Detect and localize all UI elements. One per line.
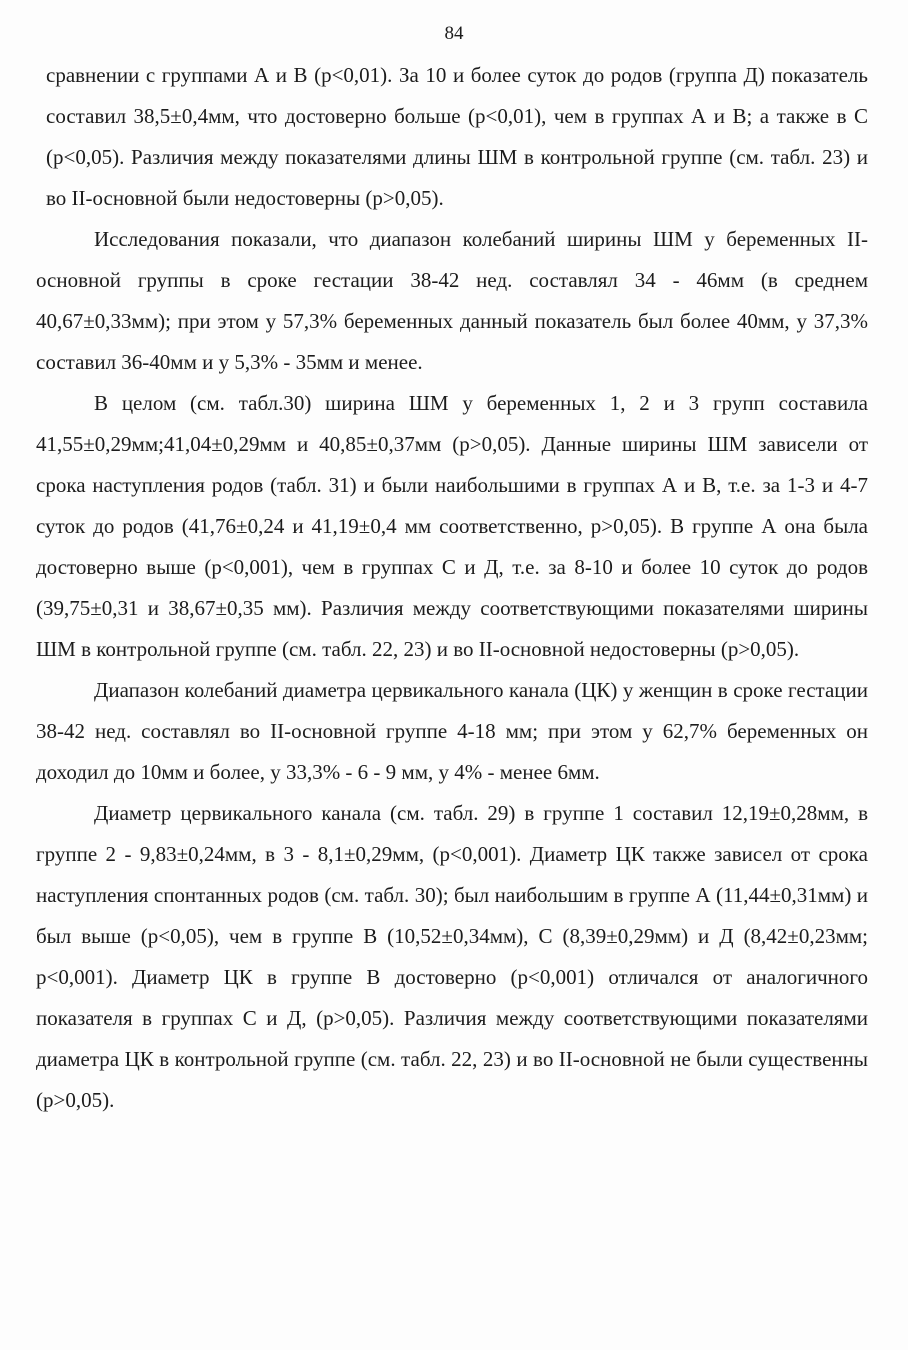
paragraph-continuation: сравнении с группами А и В (p<0,01). За 10 и более суток до родов (группа Д) показатель составил 38,5±0,4мм, что достоверно больше (p<0,01), чем в группах А и В; а также в С (p<0,05). Различия между показателями длины ШМ в контрольной группе (см. табл. 23) и во II-основной были недостоверны (p>0,05). [46,63,868,210]
paragraph-canal-diameter-groups: Диаметр цервикального канала (см. табл. 29) в группе 1 составил 12,19±0,28мм, в группе 2 - 9,83±0,24мм, в 3 - 8,1±0,29мм, (p<0,001). Диаметр ЦК также зависел от срока наступления спонтанных родов (см. табл. 30); был наибольшим в группе А (11,44±0,31мм) и был выше (p<0,05), чем в группе В (10,52±0,34мм), С (8,39±0,29мм) и Д (8,42±0,23мм; p<0,001). Диаметр ЦК в группе В достоверно (p<0,001) отличался от аналогичного показателя в группах С и Д, (p>0,05). Различия между соответствующими показателями диаметра ЦК в контрольной группе (см. табл. 22, 23) и во II-основной не были существенны (p>0,05). [36,801,868,1112]
body-text [36,55,868,1121]
page-number: 84 [444,23,464,44]
paragraph-cervix-width-groups: В целом (см. табл.30) ширина ШМ у беременных 1, 2 и 3 групп составила 41,55±0,29мм;41,04±0,29мм и 40,85±0,37мм (p>0,05). Данные ширины ШМ зависели от срока наступления родов (табл. 31) и были наибольшими в группах А и В, т.е. за 1-3 и 4-7 суток до родов (41,76±0,24 и 41,19±0,4 мм соответственно, p>0,05). В группе А она была достоверно выше (p<0,001), чем в группах С и Д, т.е. за 8-10 и более 10 суток до родов (39,75±0,31 и 38,67±0,35 мм). Различия между соответствующими показателями ширины ШМ в контрольной группе (см. табл. 22, 23) и во II-основной недостоверны (p>0,05). [36,391,868,661]
paragraph-cervix-width-range: Исследования показали, что диапазон колебаний ширины ШМ у беременных II-основной группы в сроке гестации 38-42 нед. составлял 34 - 46мм (в среднем 40,67±0,33мм); при этом у 57,3% беременных данный показатель был более 40мм, у 37,3% составил 36-40мм и у 5,3% - 35мм и менее. [36,227,868,374]
paragraph-canal-diameter-range: Диапазон колебаний диаметра цервикального канала (ЦК) у женщин в сроке гестации 38-42 нед. составлял во II-основной группе 4-18 мм; при этом у 62,7% беременных он доходил до 10мм и более, у 33,3% - 6 - 9 мм, у 4% - менее 6мм. [36,678,868,784]
